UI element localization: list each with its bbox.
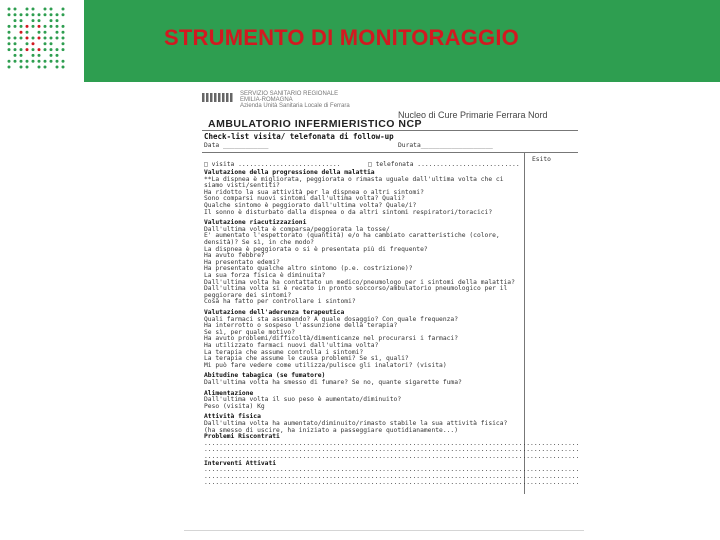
visita-option: □ visita ........................... <box>204 161 341 168</box>
slide-title: STRUMENTO DI MONITORAGGIO <box>164 25 519 50</box>
logo-dot <box>14 37 17 40</box>
logo-stripe <box>214 93 217 102</box>
checklist-question: Dall'ultima volta il suo peso è aumentato/diminuito? <box>204 396 402 404</box>
ambulatorio-title: AMBULATORIO INFERMIERISTICO NCP <box>208 118 423 130</box>
logo-dot <box>56 31 59 34</box>
checklist-question: ................................................................................................... <box>204 446 580 454</box>
logo-stripe <box>218 93 221 102</box>
logo-dot <box>8 66 11 69</box>
logo-stripe <box>222 93 225 102</box>
logo-dot <box>26 13 29 16</box>
logo-dot <box>62 8 65 11</box>
logo-dot <box>14 8 17 11</box>
logo-dot <box>50 19 53 22</box>
checklist-question: Il sonno è disturbato dalla dispnea o da altri sintomi respiratori/toracici? <box>204 208 493 216</box>
logo-dot <box>62 60 65 63</box>
logo-dot <box>56 48 59 51</box>
rer-logo-icon <box>202 92 234 104</box>
checklist-question: La terapia che assume le causa problemi? Se sì, quali? <box>204 355 409 363</box>
logo-dot <box>32 8 35 11</box>
checklist-question: Qualche sintomo è peggiorato dall'ultima volta? Quale/i? <box>204 202 417 209</box>
section-heading: Attività fisica <box>204 413 261 421</box>
esito-label: Esito <box>532 156 551 163</box>
logo-dot <box>32 60 35 63</box>
section-heading: Valutazione riacutizzazioni <box>204 219 307 227</box>
logo-dot <box>32 19 35 22</box>
checklist-question: siamo visti/sentiti? <box>204 182 280 190</box>
logo-dot <box>56 54 59 57</box>
logo-dot <box>38 19 41 22</box>
logo-dot <box>14 42 17 45</box>
checklist-question: Ha interrotto o sospeso l'assunzione della terapia? <box>204 322 398 330</box>
logo-dot <box>44 48 47 51</box>
logo-dot <box>14 19 17 22</box>
checklist-question: ................................................................................................... <box>204 453 580 460</box>
logo-dot <box>62 66 65 69</box>
logo-dot <box>50 54 53 57</box>
logo-dot <box>20 60 23 63</box>
checklist-question: Peso (visita) Kg <box>204 402 265 410</box>
logo-dot <box>32 48 35 51</box>
logo-dot <box>38 60 41 63</box>
logo-dot <box>38 25 41 28</box>
logo-dot <box>50 60 53 63</box>
logo-stripe <box>202 93 205 102</box>
section-heading: Valutazione dell'aderenza terapeutica <box>204 309 345 316</box>
logo-dot <box>44 13 47 16</box>
logo-dot <box>56 37 59 40</box>
logo-dot <box>50 8 53 11</box>
checklist-question: La sua forza fisica è diminuita? <box>204 272 326 279</box>
nucleo-title: Nucleo di Cure Primarie Ferrara Nord <box>398 110 548 120</box>
logo-dot <box>62 13 65 16</box>
logo-stripe <box>226 93 229 102</box>
header-line-1: SERVIZIO SANITARIO REGIONALE <box>240 91 339 97</box>
logo-dot <box>8 60 11 63</box>
checklist-question: densità)? Se sì, in che modo? <box>204 239 314 246</box>
dot-grid-logo-icon <box>6 6 66 70</box>
logo-dot <box>26 48 29 51</box>
logo-dot <box>26 8 29 11</box>
logo-dot <box>44 66 47 69</box>
logo-dot <box>8 42 11 45</box>
checklist-question: La terapia che assume controlla i sintomi? <box>204 348 364 356</box>
section-heading: Alimentazione <box>204 389 254 397</box>
divider <box>202 130 578 131</box>
checklist-question: La dispnea è peggiorata o si è presentata più di frequente? <box>204 245 428 253</box>
checklist-question: Ha presentato qualche altro sintomo (p.e. costrizione)? <box>204 265 413 273</box>
checklist-question: Ha avuto problemi/difficoltà/dimenticanze nel procurarsi i farmaci? <box>204 335 459 343</box>
section-heading: Valutazione della progressione della malattia <box>204 169 375 176</box>
logo-dot <box>14 13 17 16</box>
checklist-question: Dall'ultima volta si è recato in pronto soccorso/ambulatorio pneumologico per il <box>204 285 508 293</box>
logo-dot <box>26 25 29 28</box>
logo-stripe <box>230 93 233 102</box>
logo-dot <box>62 48 65 51</box>
checklist-question: Se sì, per quale motivo? <box>204 328 295 336</box>
logo-dot <box>26 42 29 45</box>
checklist-question: Dall'ultima volta è comparsa/peggiorata la tosse/ <box>204 225 390 233</box>
logo-dot <box>56 66 59 69</box>
section-heading: Abitudine tabagica (se fumatore) <box>204 372 326 380</box>
durata-field: Durata___________________ <box>398 142 493 149</box>
logo-dot <box>14 54 17 57</box>
logo-dot <box>14 48 17 51</box>
logo-dot <box>62 31 65 34</box>
logo-dot <box>26 37 29 40</box>
checklist-question: ................................................................................................... <box>204 439 580 447</box>
checklist-question: ................................................................................................... <box>204 466 580 474</box>
logo-dot <box>20 25 23 28</box>
checklist-question: Ha avuto febbre? <box>204 252 265 260</box>
logo-dot <box>20 66 23 69</box>
logo-dot <box>8 8 11 11</box>
logo-dot <box>8 48 11 51</box>
checklist-question: **La dispnea è migliorata, peggiorata o rimasta uguale dall'ultima volta che ci <box>204 175 504 183</box>
logo-dot <box>8 25 11 28</box>
logo-dot <box>62 37 65 40</box>
logo-dot <box>62 25 65 28</box>
logo-dot <box>8 37 11 40</box>
header-line-3: Azienda Unità Sanitaria Locale di Ferrara <box>240 103 350 109</box>
telefonata-option: □ telefonata ........................... <box>368 161 520 168</box>
header-line-2: EMILIA-ROMAGNA <box>240 97 293 103</box>
logo-dot <box>32 42 35 45</box>
checklist-question: Ha utilizzato farmaci nuovi dall'ultima volta? <box>204 342 379 349</box>
logo-dot <box>32 54 35 57</box>
checklist-question: Cosa ha fatto per controllare i sintomi? <box>204 298 356 306</box>
logo-stripe <box>210 93 213 102</box>
checklist-question: Dall'ultima volta ha smesso di fumare? Se no, quante sigarette fuma? <box>204 379 462 386</box>
logo-dot <box>50 42 53 45</box>
checklist-question: Dall'ultima volta ha aumentato/diminuito/rimasto stabile la sua attività fisica? <box>204 420 508 427</box>
logo-dot <box>26 66 29 69</box>
logo-dot <box>50 48 53 51</box>
logo-dot <box>20 19 23 22</box>
logo-dot <box>44 8 47 11</box>
logo-dot <box>56 60 59 63</box>
logo-dot <box>50 13 53 16</box>
footer-divider <box>184 530 584 531</box>
checklist-question: Dall'ultima volta ha contattato un medico/pneumologo per i sintomi della malattia? <box>204 278 515 286</box>
checklist-question: Sono comparsi nuovi sintomi dall'ultima volta? Quali? <box>204 195 405 203</box>
logo-dot <box>26 60 29 63</box>
logo-dot <box>32 25 35 28</box>
checklist-question: ................................................................................................... <box>204 472 580 480</box>
logo-dot <box>20 54 23 57</box>
logo-dot <box>38 31 41 34</box>
logo-stripe <box>206 93 209 102</box>
checklist-question: E' aumentato l'espettorato (quantità) e/o ha cambiato caratteristiche (colore, <box>204 232 500 240</box>
data-field: Data ____________ <box>204 142 269 149</box>
logo-dot <box>38 54 41 57</box>
logo-dot <box>38 37 41 40</box>
checklist-question: Ha ridotto la sua attività per la dispnea o altri sintomi? <box>204 188 424 196</box>
checklist-question: peggiorare dei sintomi? <box>204 291 292 299</box>
logo-dot <box>14 25 17 28</box>
logo-dot <box>20 31 23 34</box>
logo-dot <box>32 37 35 40</box>
checklist-question: (ha smesso di uscire, ha iniziato a passeggiare quotidianamente...) <box>204 426 459 434</box>
logo-dot <box>8 31 11 34</box>
checklist-question: Quali farmaci sta assumendo? A quale dosaggio? Con quale frequenza? <box>204 315 459 323</box>
checklist-question: Mi può fare vedere come utilizza/pulisce gli inalatori? (visita) <box>204 361 447 369</box>
logo-dot <box>50 37 53 40</box>
logo-dot <box>38 13 41 16</box>
logo-dot <box>44 60 47 63</box>
section-heading: Interventi Attivati <box>204 459 277 467</box>
section-heading: Problemi Riscontrati <box>204 433 280 441</box>
logo-dot <box>8 13 11 16</box>
logo-dot <box>38 66 41 69</box>
divider <box>202 152 578 153</box>
checklist-question: Ha presentato edemi? <box>204 258 280 266</box>
logo-dot <box>44 37 47 40</box>
logo-dot <box>50 25 53 28</box>
logo-dot <box>14 60 17 63</box>
logo-dot <box>32 13 35 16</box>
logo-dot <box>44 25 47 28</box>
logo-dot <box>20 48 23 51</box>
logo-dot <box>56 13 59 16</box>
logo-dot <box>62 42 65 45</box>
checklist-document-image <box>198 90 583 496</box>
logo-dot <box>44 42 47 45</box>
logo-dot <box>20 13 23 16</box>
checklist-question: ................................................................................................... <box>204 479 580 487</box>
logo-dot <box>26 31 29 34</box>
logo-dot <box>56 19 59 22</box>
logo-dot <box>56 25 59 28</box>
logo-dot <box>44 31 47 34</box>
logo-dot <box>38 48 41 51</box>
checklist-title: Check-list visita/ telefonata di follow-up <box>204 132 394 141</box>
logo-dot <box>20 37 23 40</box>
